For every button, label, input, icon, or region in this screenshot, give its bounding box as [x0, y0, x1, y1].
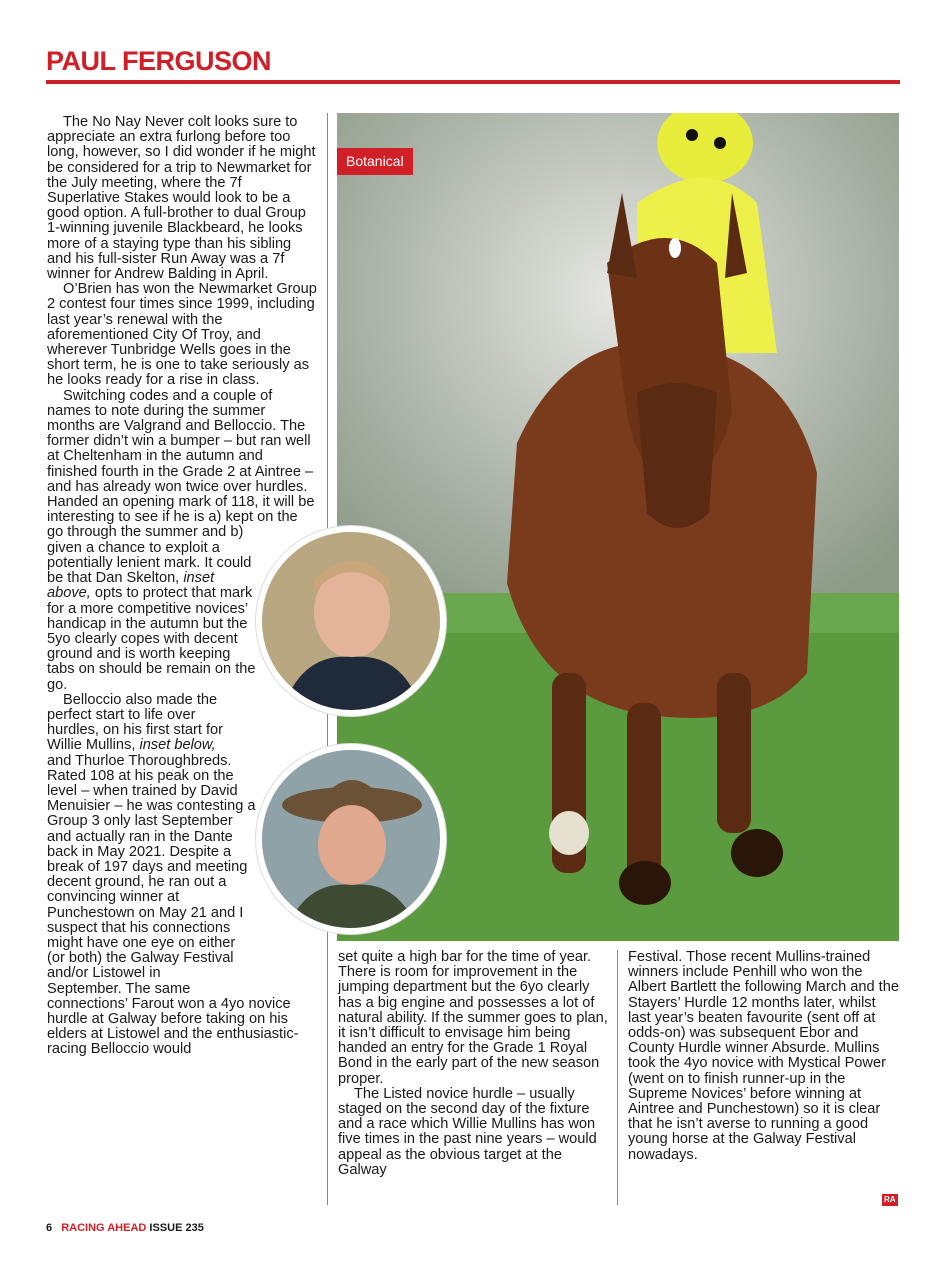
- page-footer: [46, 1222, 204, 1234]
- portrait-illustration: [262, 750, 440, 928]
- issue-number: ISSUE 235: [149, 1222, 204, 1234]
- end-mark: RA: [884, 1195, 896, 1204]
- column-2: [338, 950, 608, 1178]
- title-rule: [46, 80, 900, 84]
- inset-portrait-skelton: [256, 526, 446, 716]
- page-number: 6: [46, 1222, 53, 1234]
- paragraph: set quite a high bar for the time of year. There is room for improvement in the jumping department but the 6yo clearly has a big engine and possesses a lot of natural ability. If the summer goes to plan, it isn’t difficult to envisage him being handed an entry for the Grade 1 Royal Bond in the early part of the new season proper.: [338, 949, 608, 1087]
- column-divider: [617, 950, 618, 1205]
- paragraph: The Listed novice hurdle – usually staged on the second day of the fixture and a race which Willie Mullins has won five times in the past nine years – would appeal as the obvious target at the Galway: [338, 1085, 597, 1178]
- photo-caption: Botanical: [337, 148, 413, 175]
- page-title: PAUL FERGUSON: [46, 46, 272, 76]
- paragraph: Switching codes and a couple of names to note during the summer months are Valgrand and Belloccio. The former didn’t win a bumper – but ran well at Cheltenham in the autumn and finished fourth in the Grade 2 at Aintree – and has already won twice over hurdles. Handed an opening mark of 118, it will be interesting to see if he is a) kept on the go through the summer and b) given a chance to exploit a potentially lenient mark. It could be that Dan Skelton, inset above, opts to protect that mark for a more competitive novices’ handicap in the autumn but the 5yo clearly copes with decent ground and is worth keeping tabs on should be remain on the go.: [47, 387, 315, 693]
- column-3: [628, 950, 900, 1163]
- paragraph: Belloccio also made the perfect start to life over hurdles, on his first start for Willie Mullins, inset below, and Thurloe Thoroughbreds. Rated 108 at his peak on the level – when trained by David Menuisier – he was contesting a Group 3 only last September and actually ran in the Dante back in May 2021. Despite a break of 197 days and meeting decent ground, he ran out a convincing winner at Punchestown on May 21 and I suspect that his connections might have one eye on either (or both) the Galway Festival and/or Listowel in September. The same connections’ Farout won a 4yo novice hurdle at Galway before taking on his elders at Listowel and the enthusiastic-racing Belloccio would: [47, 691, 299, 1058]
- paragraph: The No Nay Never colt looks sure to appreciate an extra furlong before too long, however, so I did wonder if he might be considered for a trip to Newmarket for the July meeting, where the 7f Superlative Stakes would look to be a good option. A full-brother to dual Group 1-winning juvenile Blackbeard, he looks more of a staying type than his sibling and his full-sister Run Away was a 7f winner for Andrew Balding in April.: [47, 114, 316, 283]
- publication-name: RACING AHEAD: [61, 1222, 147, 1234]
- inset-portrait-mullins: [256, 744, 446, 934]
- paragraph: Festival. Those recent Mullins-trained winners include Penhill who won the Albert Bartlett the following March and the Stayers’ Hurdle 12 months later, whilst last year’s beaten favourite (sent off at odds-on) was subsequent Ebor and County Hurdle winner Absurde. Mullins took the 4yo novice with Mystical Power (went on to finish runner-up in the Supreme Novices’ before winning at Aintree and Punchestown) so it is clear that he isn’t averse to running a good young horse at the Galway Festival nowadays.: [628, 949, 899, 1163]
- portrait-illustration: [262, 532, 440, 710]
- paragraph: O’Brien has won the Newmarket Group 2 contest four times since 1999, including last year’s renewal with the aforementioned City Of Troy, and wherever Tunbridge Wells goes in the short term, he is one to take seriously as he looks ready for a rise in class.: [47, 281, 317, 389]
